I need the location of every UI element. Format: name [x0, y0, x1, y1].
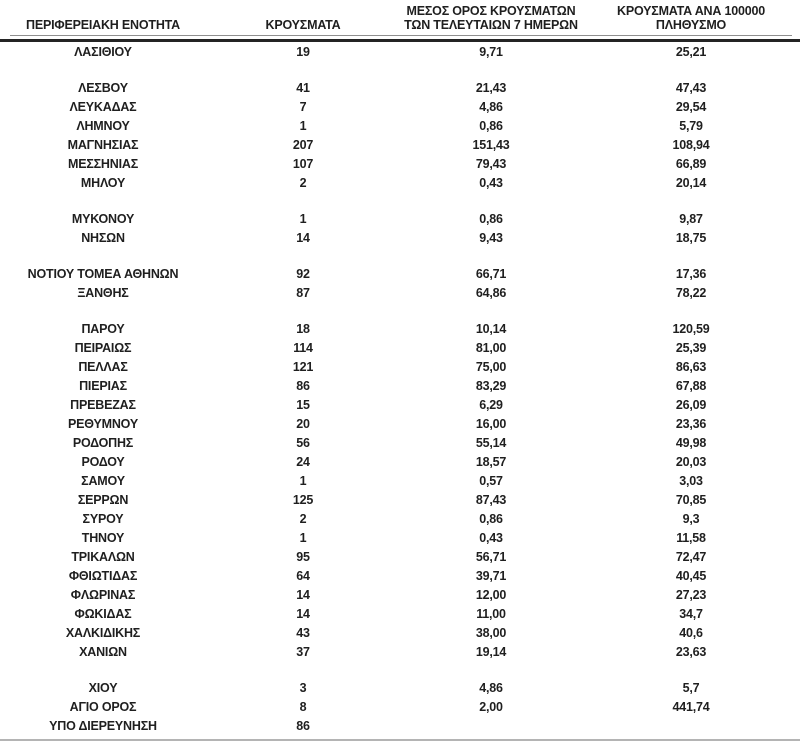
table-row [0, 283, 800, 302]
region-cell: ΤΗΝΟΥ [81, 530, 125, 545]
table-row [0, 228, 800, 247]
cases-cell: 3 [299, 680, 307, 695]
region-cell: ΧΑΛΚΙΔΙΚΗΣ [65, 625, 141, 640]
region-cell: ΧΙΟΥ [88, 680, 118, 695]
cases-cell: 86 [296, 718, 310, 733]
per100k-cell: 66,89 [675, 156, 707, 171]
per100k-cell: 40,45 [675, 568, 707, 583]
avg7-cell: 83,29 [475, 378, 507, 393]
cases-cell: 114 [293, 340, 313, 355]
per100k-cell: 9,87 [679, 211, 703, 226]
region-cell: ΣΑΜΟΥ [81, 473, 125, 488]
region-cell: ΜΥΚΟΝΟΥ [71, 211, 135, 226]
column-header-label: ΚΡΟΥΣΜΑΤΑ ΑΝΑ 100000 [617, 4, 765, 18]
region-cell: ΠΑΡΟΥ [81, 321, 125, 336]
per100k-cell: 40,6 [679, 625, 703, 640]
table-row [0, 585, 800, 604]
row-group [0, 264, 800, 302]
region-cell: ΜΑΓΝΗΣΙΑΣ [67, 137, 139, 152]
per100k-cell: 441,74 [672, 699, 710, 714]
cases-cell: 14 [296, 587, 310, 602]
avg7-cell: 0,43 [479, 175, 503, 190]
region-cell: ΠΡΕΒΕΖΑΣ [70, 397, 136, 412]
per100k-cell: 47,43 [675, 80, 707, 95]
avg7-cell: 11,00 [476, 606, 506, 621]
cases-cell: 86 [296, 378, 310, 393]
avg7-cell: 21,43 [475, 80, 507, 95]
per100k-cell: 23,36 [675, 416, 707, 431]
per100k-cell: 5,7 [682, 680, 700, 695]
region-cell: ΣΕΡΡΩΝ [77, 492, 129, 507]
region-cell: ΡΟΔΟΥ [81, 454, 125, 469]
cases-cell: 15 [296, 397, 310, 412]
table-row [0, 173, 800, 192]
region-cell: ΜΕΣΣΗΝΙΑΣ [67, 156, 138, 171]
header-underline [10, 35, 792, 36]
cases-cell: 107 [292, 156, 314, 171]
avg7-cell: 9,43 [479, 230, 503, 245]
per100k-cell: 20,14 [675, 175, 707, 190]
avg7-cell: 151,43 [472, 137, 510, 152]
column-header-label: ΠΛΗΘΥΣΜΟ [655, 18, 727, 32]
cases-cell: 121 [292, 359, 314, 374]
table-row [0, 528, 800, 547]
cases-cell: 1 [299, 211, 307, 226]
avg7-cell: 0,86 [479, 211, 503, 226]
region-cell: ΛΕΥΚΑΔΑΣ [69, 99, 137, 114]
table-row [0, 78, 800, 97]
column-header-region [0, 18, 206, 34]
avg7-cell: 64,86 [475, 285, 507, 300]
avg7-cell: 38,00 [475, 625, 507, 640]
avg7-cell: 56,71 [475, 549, 507, 564]
cases-cell: 43 [296, 625, 310, 640]
table-row [0, 97, 800, 116]
table-row [0, 490, 800, 509]
cases-cell: 95 [296, 549, 310, 564]
cases-cell: 18 [296, 321, 310, 336]
row-group [0, 42, 800, 61]
table-row [0, 471, 800, 490]
region-cell: ΠΙΕΡΙΑΣ [79, 378, 127, 393]
table-bottom-border [0, 739, 800, 741]
avg7-cell: 55,14 [475, 435, 507, 450]
table-row [0, 547, 800, 566]
table-row [0, 209, 800, 228]
avg7-cell: 2,00 [479, 699, 503, 714]
column-header-label: ΤΩΝ ΤΕΛΕΥΤΑΙΩΝ 7 ΗΜΕΡΩΝ [404, 18, 578, 32]
region-cell: ΦΛΩΡΙΝΑΣ [70, 587, 136, 602]
table-row [0, 509, 800, 528]
table-row [0, 623, 800, 642]
table-row [0, 452, 800, 471]
region-cell: ΦΘΙΩΤΙΔΑΣ [68, 568, 138, 583]
column-header-label: ΜΕΣΟΣ ΟΡΟΣ ΚΡΟΥΣΜΑΤΩΝ [406, 4, 576, 18]
avg7-cell: 10,14 [475, 321, 507, 336]
per100k-cell: 23,63 [675, 644, 707, 659]
avg7-cell: 75,00 [475, 359, 507, 374]
per100k-cell: 17,36 [675, 266, 707, 281]
region-cell: ΑΓΙΟ ΟΡΟΣ [69, 699, 137, 714]
region-cell: ΛΕΣΒΟΥ [78, 80, 128, 95]
avg7-cell: 12,00 [475, 587, 507, 602]
column-header-cases [206, 18, 400, 34]
table-row [0, 395, 800, 414]
region-cell: ΧΑΝΙΩΝ [79, 644, 127, 659]
cases-cell: 87 [296, 285, 310, 300]
table-row [0, 678, 800, 697]
column-header-label: ΚΡΟΥΣΜΑΤΑ [265, 18, 341, 32]
row-group [0, 319, 800, 661]
per100k-cell: 18,75 [675, 230, 707, 245]
avg7-cell: 0,86 [479, 511, 503, 526]
cases-cell: 125 [292, 492, 314, 507]
avg7-cell: 0,43 [479, 530, 503, 545]
avg7-cell: 9,71 [479, 44, 503, 59]
table-row [0, 154, 800, 173]
cases-cell: 1 [299, 530, 307, 545]
cases-cell: 37 [296, 644, 310, 659]
table-row [0, 319, 800, 338]
avg7-cell: 4,86 [479, 99, 503, 114]
per100k-cell: 26,09 [675, 397, 707, 412]
region-cell: ΝΟΤΙΟΥ ΤΟΜΕΑ ΑΘΗΝΩΝ [27, 266, 179, 281]
cases-cell: 1 [299, 118, 307, 133]
per100k-cell: 5,79 [679, 118, 703, 133]
region-cell: ΜΗΛΟΥ [80, 175, 126, 190]
region-cell: ΡΟΔΟΠΗΣ [72, 435, 134, 450]
cases-cell: 8 [299, 699, 307, 714]
table-row [0, 433, 800, 452]
row-group [0, 678, 800, 735]
per100k-cell: 20,03 [675, 454, 707, 469]
avg7-cell: 66,71 [475, 266, 507, 281]
per100k-cell: 108,94 [672, 137, 710, 152]
per100k-cell: 9,3 [682, 511, 700, 526]
per100k-cell: 70,85 [675, 492, 707, 507]
table-row [0, 604, 800, 623]
per100k-cell: 34,7 [679, 606, 703, 621]
cases-cell: 14 [296, 230, 310, 245]
per100k-cell: 25,39 [675, 340, 707, 355]
region-cell: ΠΕΙΡΑΙΩΣ [74, 340, 132, 355]
avg7-cell: 0,86 [479, 118, 503, 133]
cases-cell: 2 [299, 175, 307, 190]
table-row [0, 376, 800, 395]
avg7-cell: 0,57 [479, 473, 503, 488]
avg7-cell: 18,57 [475, 454, 507, 469]
table-row [0, 357, 800, 376]
cases-cell: 20 [296, 416, 310, 431]
region-cell: ΠΕΛΛΑΣ [78, 359, 128, 374]
cases-cell: 1 [299, 473, 307, 488]
table-row [0, 42, 800, 61]
avg7-cell: 39,71 [475, 568, 507, 583]
per100k-cell: 72,47 [675, 549, 707, 564]
per100k-cell: 78,22 [675, 285, 707, 300]
row-group [0, 78, 800, 192]
region-cell: ΛΑΣΙΘΙΟΥ [74, 44, 132, 59]
avg7-cell: 19,14 [475, 644, 507, 659]
per100k-cell: 27,23 [675, 587, 707, 602]
table-body [0, 42, 800, 735]
table-row [0, 642, 800, 661]
table-row [0, 716, 800, 735]
avg7-cell: 87,43 [475, 492, 507, 507]
per100k-cell: 120,59 [672, 321, 710, 336]
per100k-cell: 11,58 [676, 530, 706, 545]
cases-cell: 24 [296, 454, 310, 469]
cases-cell: 64 [296, 568, 310, 583]
column-header-avg7 [400, 4, 582, 34]
region-cell: ΦΩΚΙΔΑΣ [74, 606, 132, 621]
avg7-cell: 79,43 [475, 156, 507, 171]
cases-cell: 7 [299, 99, 307, 114]
table-row [0, 116, 800, 135]
per100k-cell: 3,03 [679, 473, 703, 488]
table-header [0, 0, 800, 34]
region-cell: ΞΑΝΘΗΣ [77, 285, 129, 300]
region-cell: ΛΗΜΝΟΥ [76, 118, 130, 133]
column-header-per100k [582, 4, 800, 34]
column-header-label: ΠΕΡΙΦΕΡΕΙΑΚΗ ΕΝΟΤΗΤΑ [26, 18, 180, 32]
region-cell: ΤΡΙΚΑΛΩΝ [71, 549, 135, 564]
per100k-cell: 25,21 [675, 44, 707, 59]
table-row [0, 338, 800, 357]
cases-cell: 14 [296, 606, 310, 621]
region-cell: ΥΠΟ ΔΙΕΡΕΥΝΗΣΗ [49, 718, 157, 733]
cases-cell: 19 [296, 44, 310, 59]
cases-cell: 207 [292, 137, 314, 152]
cases-cell: 41 [296, 80, 310, 95]
table-row [0, 135, 800, 154]
table-row [0, 414, 800, 433]
row-group [0, 209, 800, 247]
region-cell: ΣΥΡΟΥ [82, 511, 124, 526]
region-cell: ΝΗΣΩΝ [81, 230, 125, 245]
per100k-cell: 86,63 [675, 359, 707, 374]
region-cell: ΡΕΘΥΜΝΟΥ [68, 416, 138, 431]
cases-cell: 2 [299, 511, 307, 526]
table-row [0, 697, 800, 716]
avg7-cell: 16,00 [475, 416, 507, 431]
table-row [0, 566, 800, 585]
cases-cell: 56 [296, 435, 310, 450]
per100k-cell: 29,54 [675, 99, 707, 114]
avg7-cell: 81,00 [475, 340, 507, 355]
cases-cell: 92 [296, 266, 310, 281]
per100k-cell: 67,88 [675, 378, 707, 393]
avg7-cell: 6,29 [479, 397, 503, 412]
per100k-cell: 49,98 [675, 435, 707, 450]
table-row [0, 264, 800, 283]
avg7-cell: 4,86 [479, 680, 503, 695]
